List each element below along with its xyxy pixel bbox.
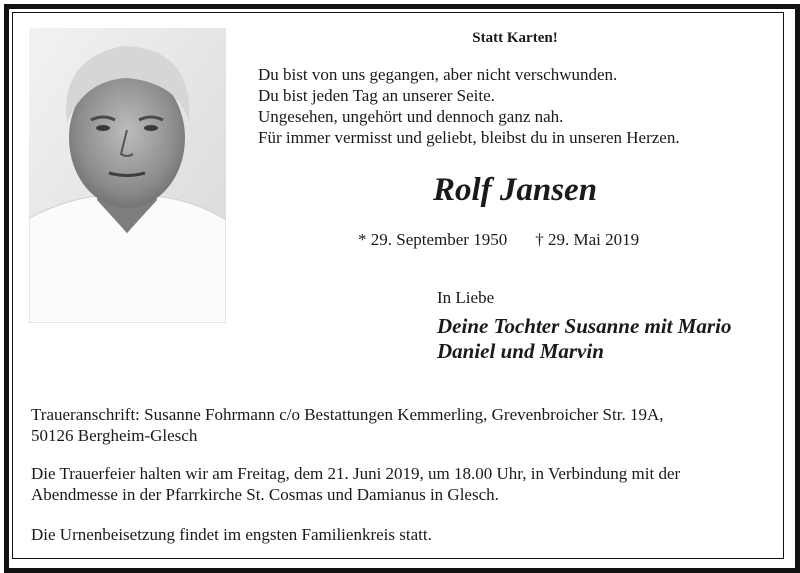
life-dates	[358, 230, 639, 250]
poem-line: Du bist von uns gegangen, aber nicht verschwunden.	[258, 65, 618, 84]
ceremony-info	[31, 463, 781, 505]
poem-line: Für immer vermisst und geliebt, bleibst du in unseren Herzen.	[258, 128, 680, 147]
poem-line: Du bist jeden Tag an unserer Seite.	[258, 86, 495, 105]
burial-info	[31, 524, 781, 545]
family-signature	[437, 314, 731, 364]
burial-line: Die Urnenbeisetzung findet im engsten Familienkreis statt.	[31, 525, 432, 544]
ceremony-line: Abendmesse in der Pfarrkirche St. Cosmas und Damianus in Glesch.	[31, 485, 499, 504]
death-date: † 29. Mai 2019	[535, 230, 640, 249]
birth-date: * 29. September 1950	[358, 230, 508, 249]
poem-line: Ungesehen, ungehört und dennoch ganz nah.	[258, 107, 564, 126]
mourning-address	[31, 404, 781, 446]
address-line: 50126 Bergheim-Glesch	[31, 426, 198, 445]
deceased-name: Rolf Jansen	[432, 172, 598, 208]
ceremony-line: Die Trauerfeier halten wir am Freitag, dem 21. Juni 2019, um 18.00 Uhr, in Verbindung mit der	[31, 464, 681, 483]
address-line: Traueranschrift: Susanne Fohrmann c/o Bestattungen Kemmerling, Grevenbroicher Str. 19A,	[31, 405, 664, 424]
family-line: Deine Tochter Susanne mit Mario	[437, 314, 732, 338]
notice-heading: Statt Karten!	[472, 30, 558, 46]
portrait-photo	[29, 28, 226, 323]
family-line: Daniel und Marvin	[437, 339, 604, 363]
poem	[258, 64, 778, 148]
love-intro: In Liebe	[437, 288, 495, 307]
